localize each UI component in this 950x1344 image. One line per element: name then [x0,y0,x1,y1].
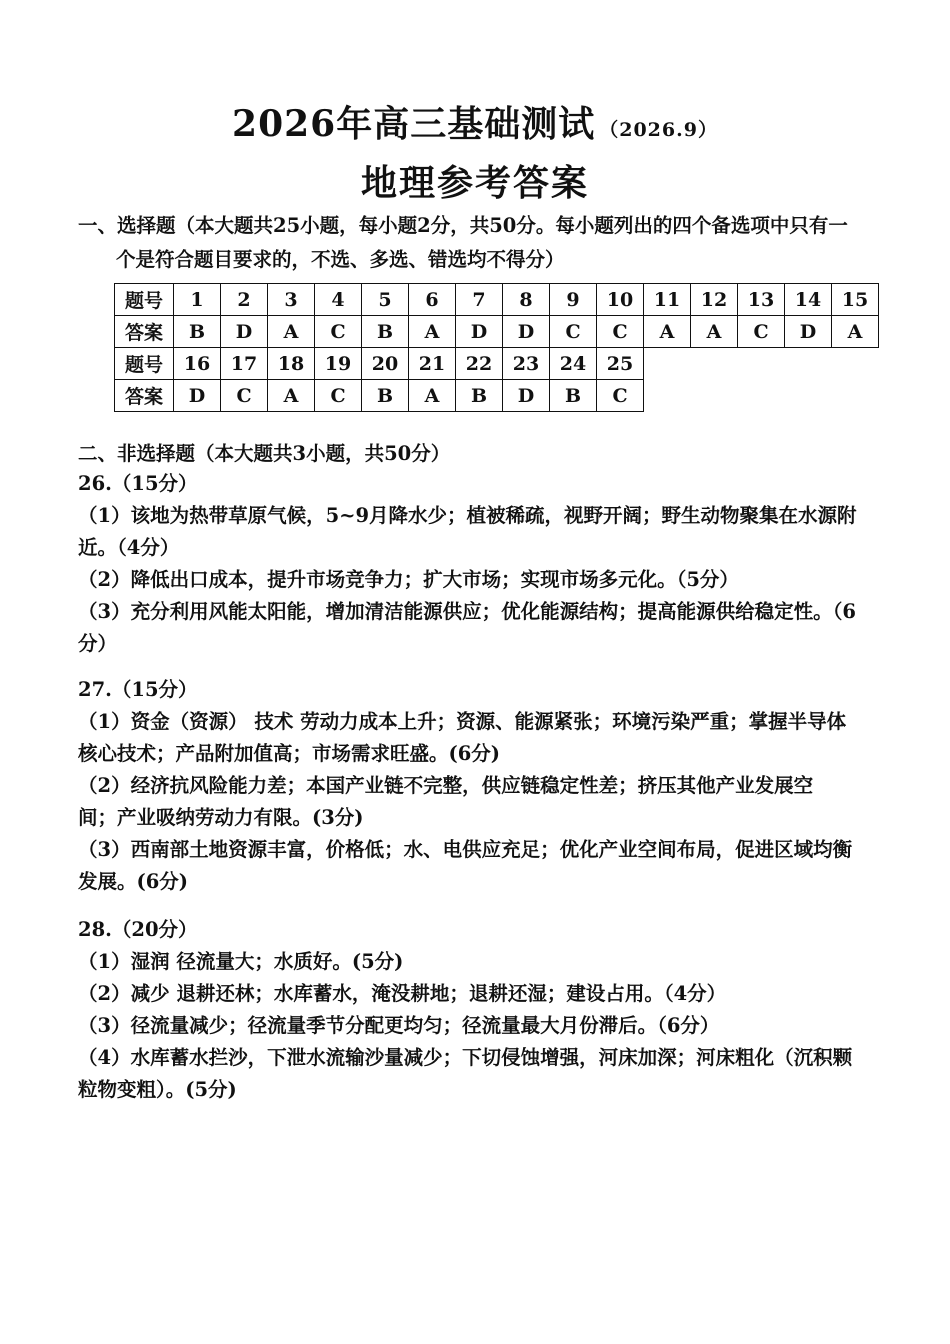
answer-cell: D [456,316,503,348]
answer-cell: D [174,380,221,412]
answer-cell: C [550,316,597,348]
table-row-answers-1 [115,316,879,348]
answer-cell: A [268,316,315,348]
answer-cell: C [315,380,362,412]
q26-line: （3）充分利用风能太阳能，增加清洁能源供应；优化能源结构；提高能源供给稳定性。（6 [78,600,856,623]
question-number-cell: 22 [456,348,503,380]
question-number-cell: 9 [550,284,597,316]
empty-cell [738,380,785,412]
question-number-cell: 1 [174,284,221,316]
table-row-answers-2 [115,380,879,412]
empty-cell [785,348,832,380]
table-row-numbers-2 [115,348,879,380]
row-label-answer: 答案 [115,380,174,412]
empty-cell [691,348,738,380]
question-number-cell: 14 [785,284,832,316]
answer-cell: C [221,380,268,412]
answer-table [114,283,879,412]
answer-cell: C [738,316,785,348]
section2-heading: 二、非选择题（本大题共3小题，共50分） [78,442,451,465]
question-number-cell: 10 [597,284,644,316]
question-number-cell: 5 [362,284,409,316]
row-label-answer: 答案 [115,316,174,348]
q26-heading: 26.（15分） [78,472,198,495]
answer-cell: B [456,380,503,412]
answer-cell: A [644,316,691,348]
question-number-cell: 15 [832,284,879,316]
q27-line: 核心技术；产品附加值高；市场需求旺盛。(6分) [78,742,501,765]
page-title [0,96,950,147]
q27-heading: 27.（15分） [78,678,198,701]
answer-cell: B [174,316,221,348]
question-number-cell: 18 [268,348,315,380]
q28-line: （3）径流量减少；径流量季节分配更均匀；径流量最大月份滞后。（6分） [78,1014,720,1037]
q26-line: （2）降低出口成本，提升市场竞争力；扩大市场；实现市场多元化。（5分） [78,568,739,591]
q28-line: 粒物变粗）。(5分) [78,1078,237,1101]
row-label-number: 题号 [115,348,174,380]
question-number-cell: 6 [409,284,456,316]
question-number-cell: 17 [221,348,268,380]
question-number-cell: 16 [174,348,221,380]
q28-line: （4）水库蓄水拦沙，下泄水流输沙量减少；下切侵蚀增强，河床加深；河床粗化（沉积颗 [78,1046,853,1069]
q27-line: （1）资金（资源） 技术 劳动力成本上升；资源、能源紧张；环境污染严重；掌握半导体 [78,710,847,733]
row-label-number: 题号 [115,284,174,316]
answer-cell: A [409,316,456,348]
empty-cell [785,380,832,412]
answer-cell: B [362,380,409,412]
empty-cell [738,348,785,380]
answer-cell: D [785,316,832,348]
mcq-instructions-line2: 个是符合题目要求的，不选、多选、错选均不得分） [116,248,565,271]
q27-line: （3）西南部土地资源丰富，价格低；水、电供应充足；优化产业空间布局，促进区域均衡 [78,838,853,861]
question-number-cell: 13 [738,284,785,316]
answer-cell: A [691,316,738,348]
question-number-cell: 19 [315,348,362,380]
question-number-cell: 3 [268,284,315,316]
answer-cell: B [362,316,409,348]
answer-cell: D [503,380,550,412]
q28-line: （1）湿润 径流量大；水质好。(5分) [78,950,404,973]
question-number-cell: 11 [644,284,691,316]
page-subtitle: 地理参考答案 [360,162,589,204]
answer-cell: A [832,316,879,348]
q27-line: 间；产业吸纳劳动力有限。(3分) [78,806,364,829]
question-number-cell: 23 [503,348,550,380]
question-number-cell: 2 [221,284,268,316]
question-number-cell: 8 [503,284,550,316]
q26-line: （1）该地为热带草原气候，5~9月降水少；植被稀疏，视野开阔；野生动物聚集在水源附 [78,504,857,527]
q27-line: 发展。(6分) [78,870,189,893]
q26-line: 近。（4分） [78,536,180,559]
q26-line: 分） [78,632,118,655]
answer-cell: C [315,316,362,348]
table-row-numbers-1 [115,284,879,316]
empty-cell [691,380,738,412]
question-number-cell: 25 [597,348,644,380]
answer-cell: D [221,316,268,348]
question-number-cell: 21 [409,348,456,380]
mcq-instructions-line1: 一、选择题（本大题共25小题，每小题2分，共50分。每小题列出的四个备选项中只有一 [78,214,848,237]
question-number-cell: 12 [691,284,738,316]
answer-cell: A [268,380,315,412]
question-number-cell: 7 [456,284,503,316]
answer-cell: D [503,316,550,348]
question-number-cell: 24 [550,348,597,380]
empty-cell [644,348,691,380]
answer-cell: B [550,380,597,412]
question-number-cell: 4 [315,284,362,316]
q28-line: （2）减少 退耕还林；水库蓄水，淹没耕地；退耕还湿；建设占用。（4分） [78,982,727,1005]
empty-cell [832,380,879,412]
empty-cell [644,380,691,412]
answer-cell: C [597,380,644,412]
answer-cell: A [409,380,456,412]
question-number-cell: 20 [362,348,409,380]
empty-cell [832,348,879,380]
q27-line: （2）经济抗风险能力差；本国产业链不完整，供应链稳定性差；挤压其他产业发展空 [78,774,814,797]
answer-cell: C [597,316,644,348]
test-date: （2026.9） [599,119,718,141]
title-text: 2026年高三基础测试 [232,103,596,145]
q28-heading: 28.（20分） [78,918,198,941]
